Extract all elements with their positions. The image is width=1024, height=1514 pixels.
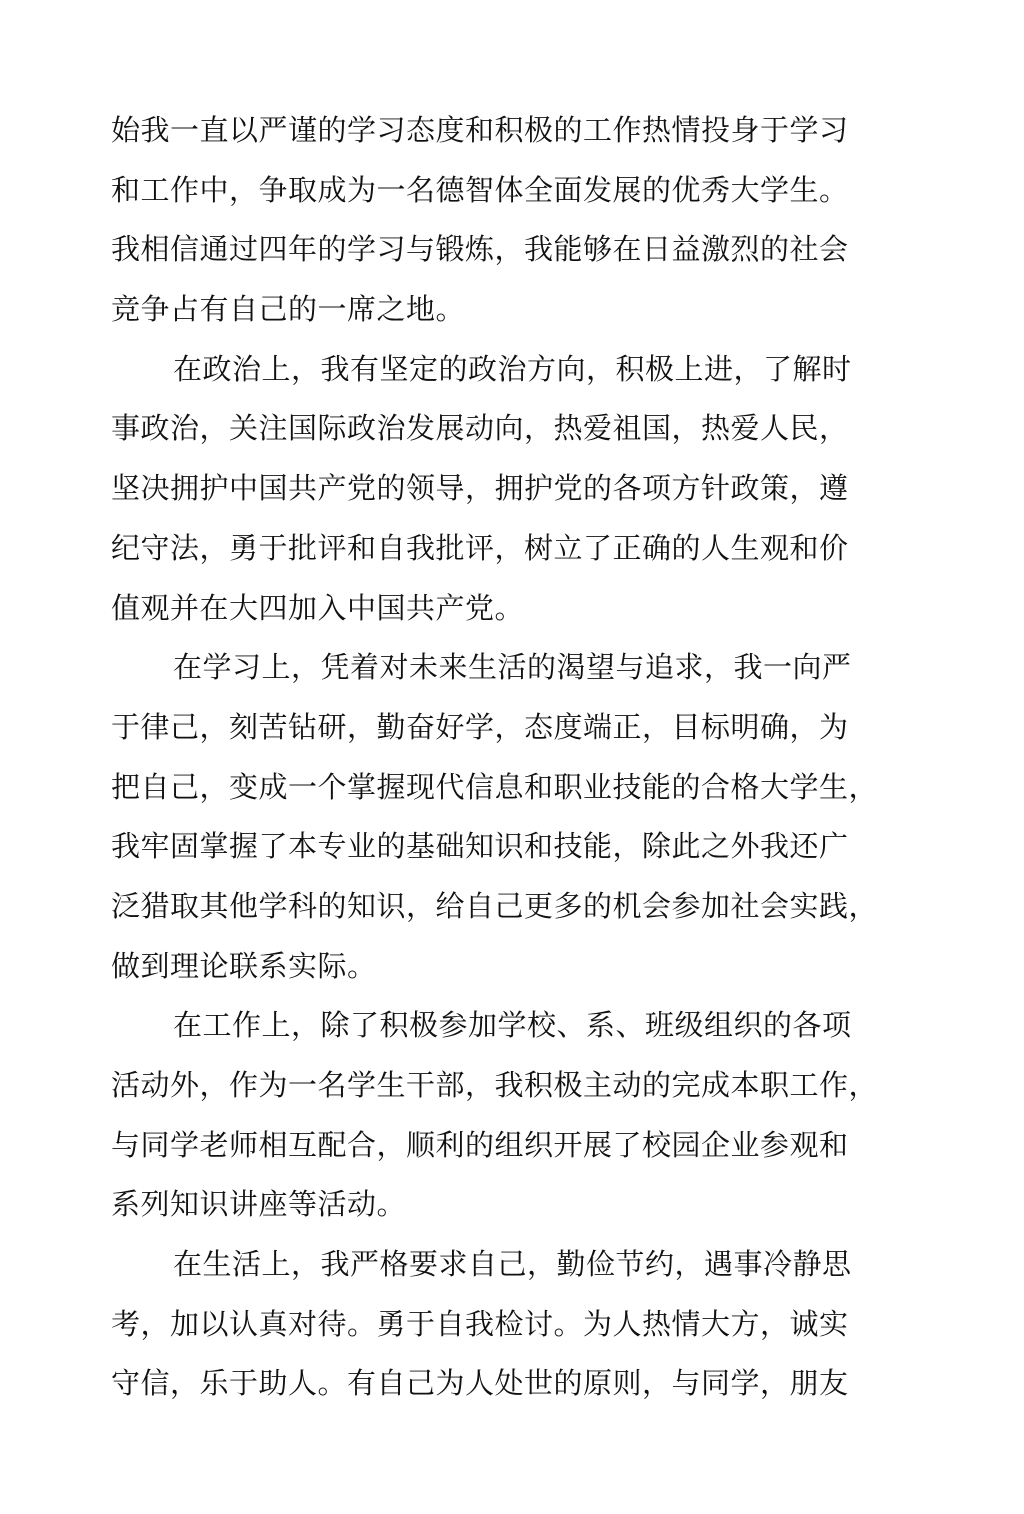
text-line: 竞争占有自己的一席之地。 (111, 292, 466, 327)
text-line: 纪守法，勇于批评和自我批评，树立了正确的人生观和价 (111, 530, 849, 565)
paragraph-first-line: 在学习上，凭着对未来生活的渴望与追求，我一向严 (173, 650, 852, 685)
text-line: 做到理论联系实际。 (111, 948, 377, 983)
text-line: 与同学老师相互配合，顺利的组织开展了校园企业参观和 (111, 1127, 849, 1162)
text-line: 我相信通过四年的学习与锻炼，我能够在日益激烈的社会 (111, 232, 849, 267)
text-line: 守信，乐于助人。有自己为人处世的原则，与同学，朋友 (111, 1366, 849, 1401)
document-body (111, 101, 879, 1414)
text-line: 活动外，作为一名学生干部，我积极主动的完成本职工作， (111, 1068, 879, 1102)
text-line: 泛猎取其他学科的知识，给自己更多的机会参加社会实践， (111, 888, 879, 923)
text-line: 我牢固掌握了本专业的基础知识和技能，除此之外我还广 (111, 829, 849, 864)
paragraph-first-line: 在政治上，我有坚定的政治方向，积极上进，了解时 (173, 351, 852, 386)
text-line: 系列知识讲座等活动。 (111, 1187, 407, 1222)
paragraph-first-line: 在工作上，除了积极参加学校、系、班级组织的各项 (173, 1008, 852, 1043)
text-line: 考，加以认真对待。勇于自我检讨。为人热情大方，诚实 (111, 1306, 849, 1341)
text-line: 事政治，关注国际政治发展动向，热爱祖国，热爱人民， (111, 411, 849, 446)
text-line: 始我一直以严谨的学习态度和积极的工作热情投身于学习 (111, 113, 849, 147)
text-line: 坚决拥护中国共产党的领导，拥护党的各项方针政策，遵 (111, 471, 849, 506)
text-line: 值观并在大四加入中国共产党。 (111, 590, 525, 625)
text-line: 于律己，刻苦钻研，勤奋好学，态度端正，目标明确，为 (111, 709, 849, 744)
text-line: 把自己，变成一个掌握现代信息和职业技能的合格大学生， (111, 769, 879, 804)
text-line: 和工作中，争取成为一名德智体全面发展的优秀大学生。 (111, 172, 849, 207)
paragraph-first-line: 在生活上，我严格要求自己，勤俭节约，遇事冷静思 (173, 1247, 852, 1282)
